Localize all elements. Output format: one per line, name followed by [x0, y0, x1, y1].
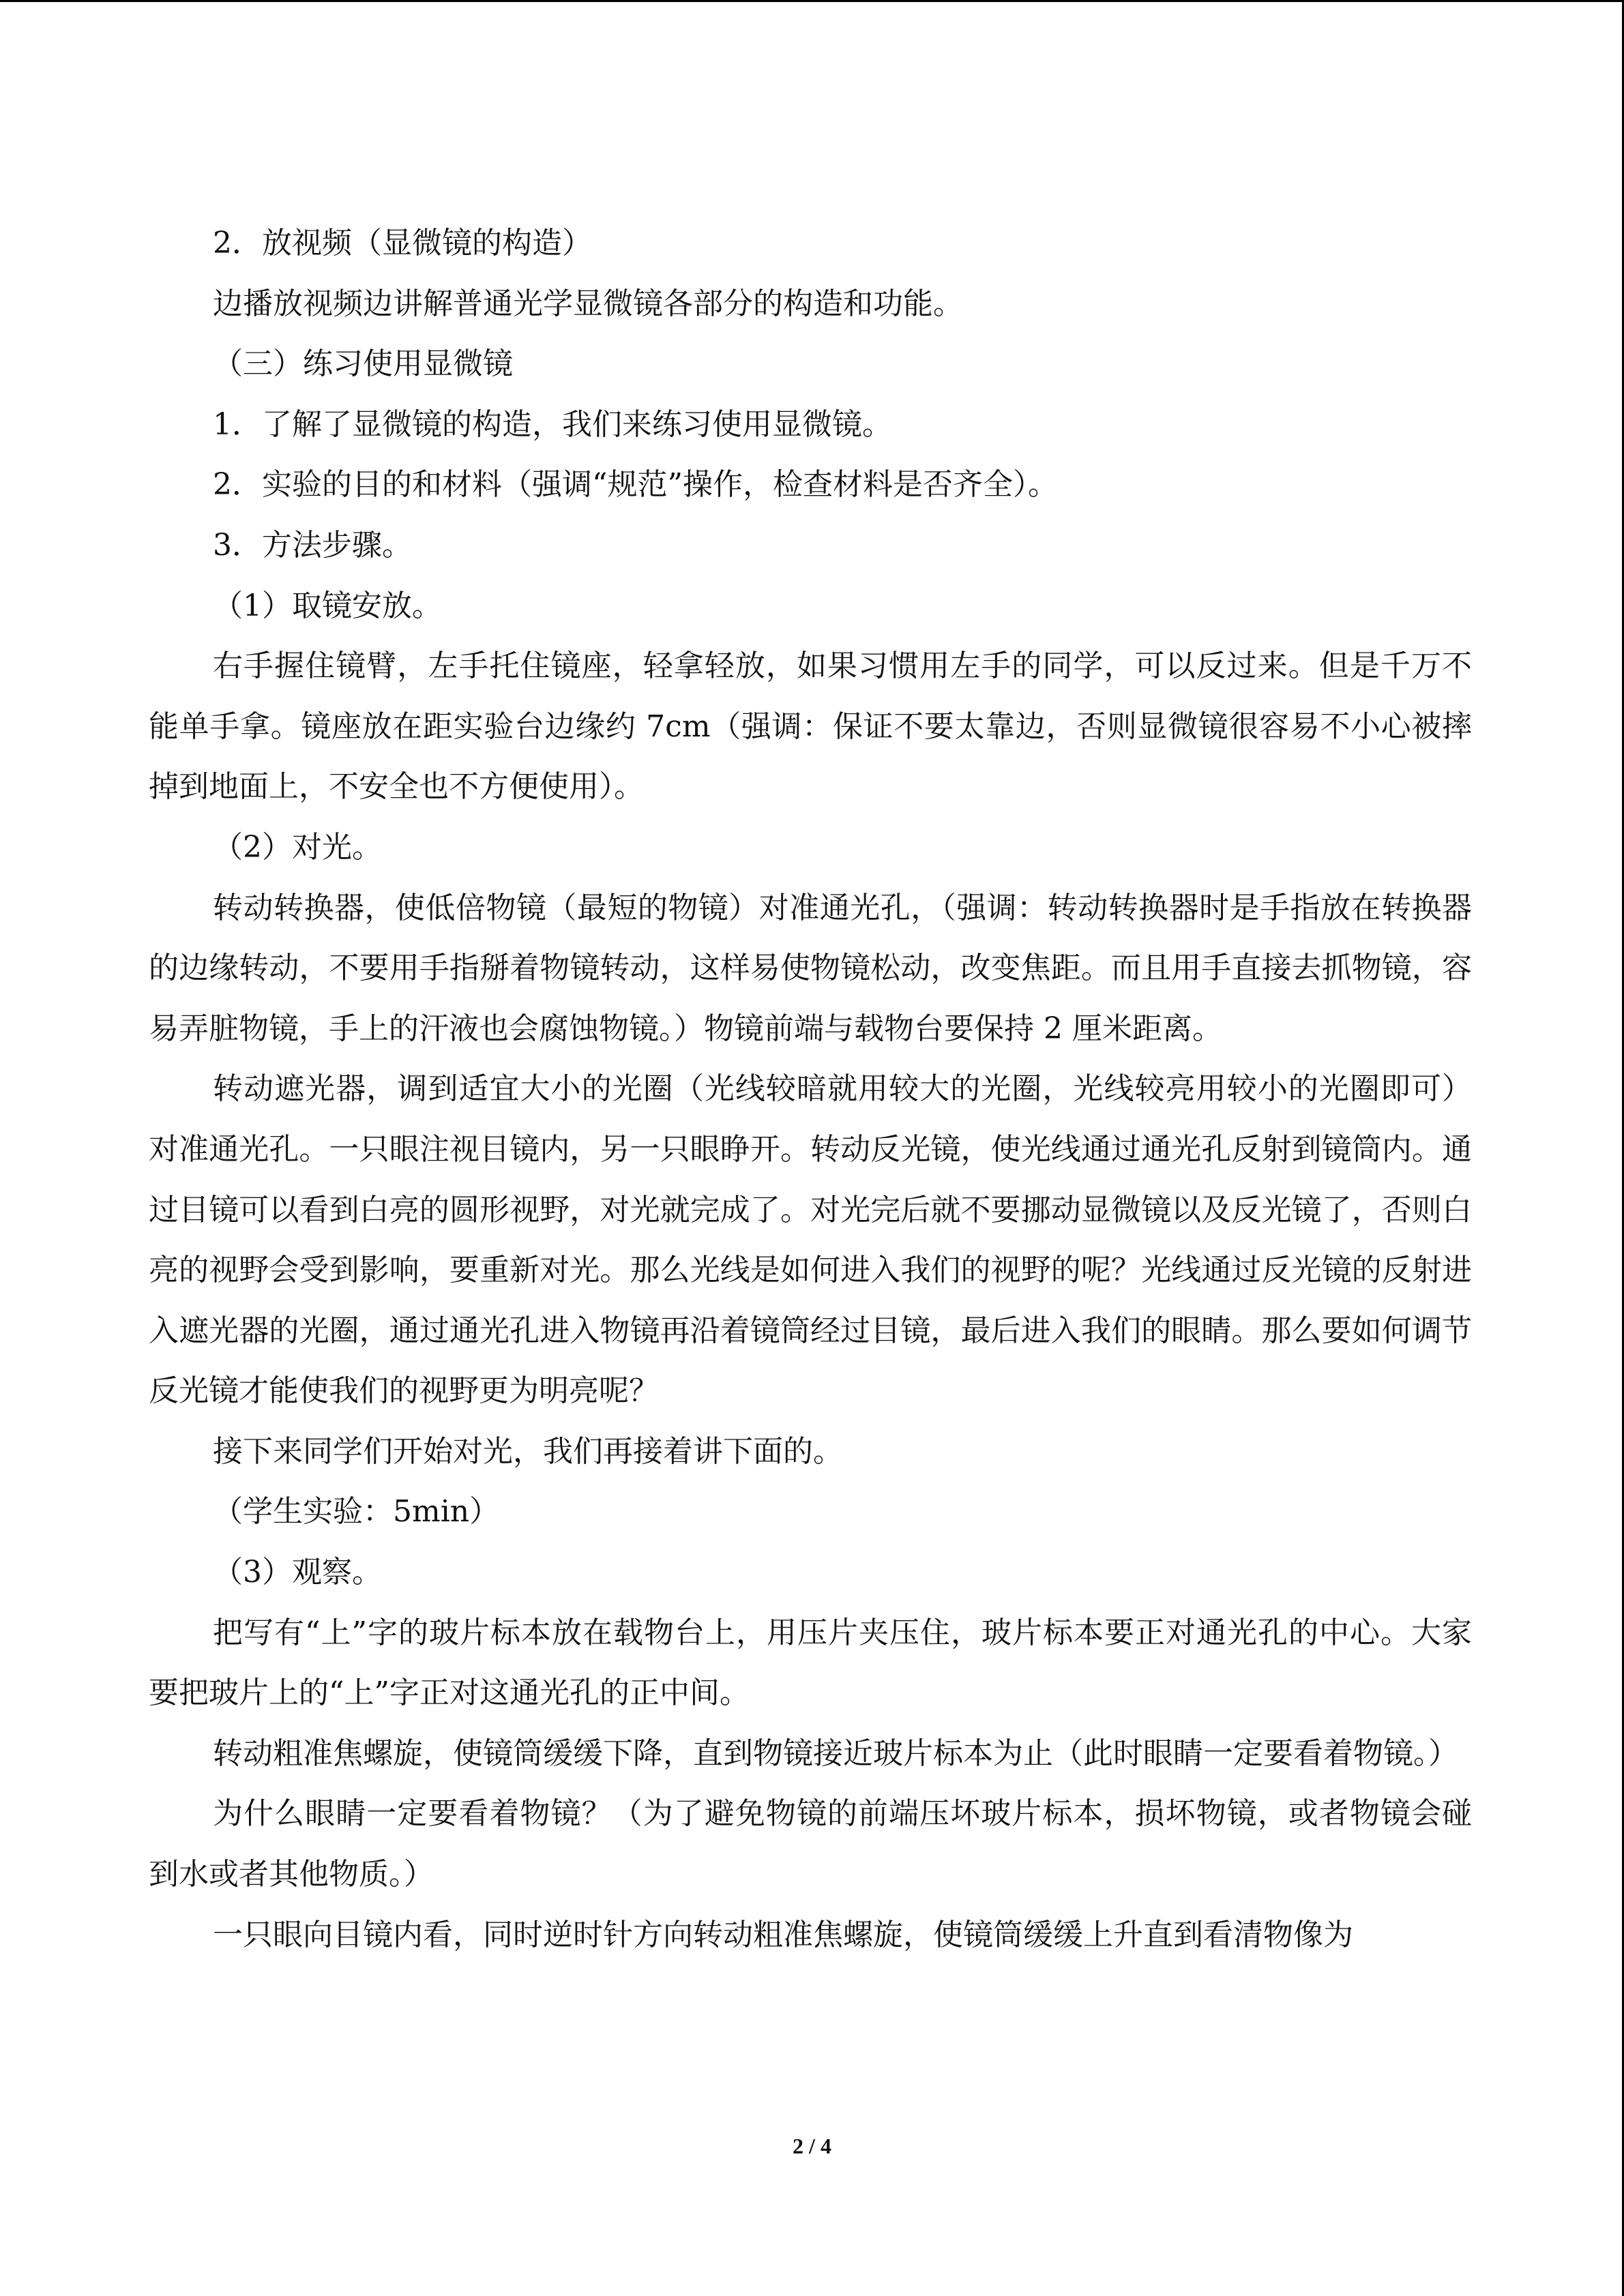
paragraph: 为什么眼睛一定要看着物镜？（为了避免物镜的前端压坏玻片标本，损坏物镜，或者物镜会碰到水或者其他物质。）: [149, 1796, 1472, 1892]
paragraph: 把写有“上”字的玻片标本放在载物台上，用压片夹压住，玻片标本要正对通光孔的中心。大家要把玻片上的“上”字正对这通光孔的正中间。: [149, 1615, 1472, 1711]
paragraph: 3．方法步骤。: [213, 527, 412, 563]
document-body: [149, 213, 1472, 1965]
paragraph: 2．实验的目的和材料（强调“规范”操作，检查材料是否齐全）。: [213, 467, 1058, 503]
paragraph: 一只眼向目镜内看，同时逆时针方向转动粗准焦螺旋，使镜筒缓缓上升直到看清物像为: [213, 1917, 1353, 1952]
paragraph: 转动转换器，使低倍物镜（最短的物镜）对准通光孔，（强调：转动转换器时是手指放在转换器的边缘转动，不要用手指掰着物镜转动，这样易使物镜松动，改变焦距。而且用手直接去抓物镜，容易弄脏物镜，手上的汗液也会腐蚀物镜。）物镜前端与载物台要保持 2 厘米距离。: [149, 890, 1472, 1046]
paragraph: 右手握住镜臂，左手托住镜座，轻拿轻放，如果习惯用左手的同学，可以反过来。但是千万不能单手拿。镜座放在距实验台边缘约 7cm（强调：保证不要太靠边，否则显微镜很容易不小心被摔掉到地面上，不安全也不方便使用）。: [149, 648, 1472, 805]
page-number: 2 / 4: [793, 2134, 831, 2158]
paragraph: 转动粗准焦螺旋，使镜筒缓缓下降，直到物镜接近玻片标本为止（此时眼睛一定要看着物镜。）: [213, 1735, 1458, 1771]
paragraph: 边播放视频边讲解普通光学显微镜各部分的构造和功能。: [213, 286, 963, 321]
step-heading: （1）取镜安放。: [213, 588, 442, 623]
paragraph: 1．了解了显微镜的构造，我们来练习使用显微镜。: [213, 406, 892, 442]
section-heading: （三）练习使用显微镜: [213, 346, 513, 382]
step-heading: （2）对光。: [213, 829, 382, 865]
paragraph: 接下来同学们开始对光，我们再接着讲下面的。: [213, 1433, 843, 1469]
paragraph: 转动遮光器，调到适宜大小的光圈（光线较暗就用较大的光圈，光线较亮用较小的光圈即可）对准通光孔。一只眼注视目镜内，另一只眼睁开。转动反光镜，使光线通过通光孔反射到镜筒内。通过目镜可以看到白亮的圆形视野，对光就完成了。对光完后就不要挪动显微镜以及反光镜了，否则白亮的视野会受到影响，要重新对光。那么光线是如何进入我们的视野的呢？光线通过反光镜的反射进入遮光器的光圈，通过通光孔进入物镜再沿着镜筒经过目镜，最后进入我们的眼睛。那么要如何调节反光镜才能使我们的视野更为明亮呢？: [149, 1071, 1472, 1409]
paragraph: 2．放视频（显微镜的构造）: [213, 226, 592, 260]
step-heading: （3）观察。: [213, 1555, 382, 1590]
paragraph: （学生实验：5min）: [213, 1494, 500, 1530]
